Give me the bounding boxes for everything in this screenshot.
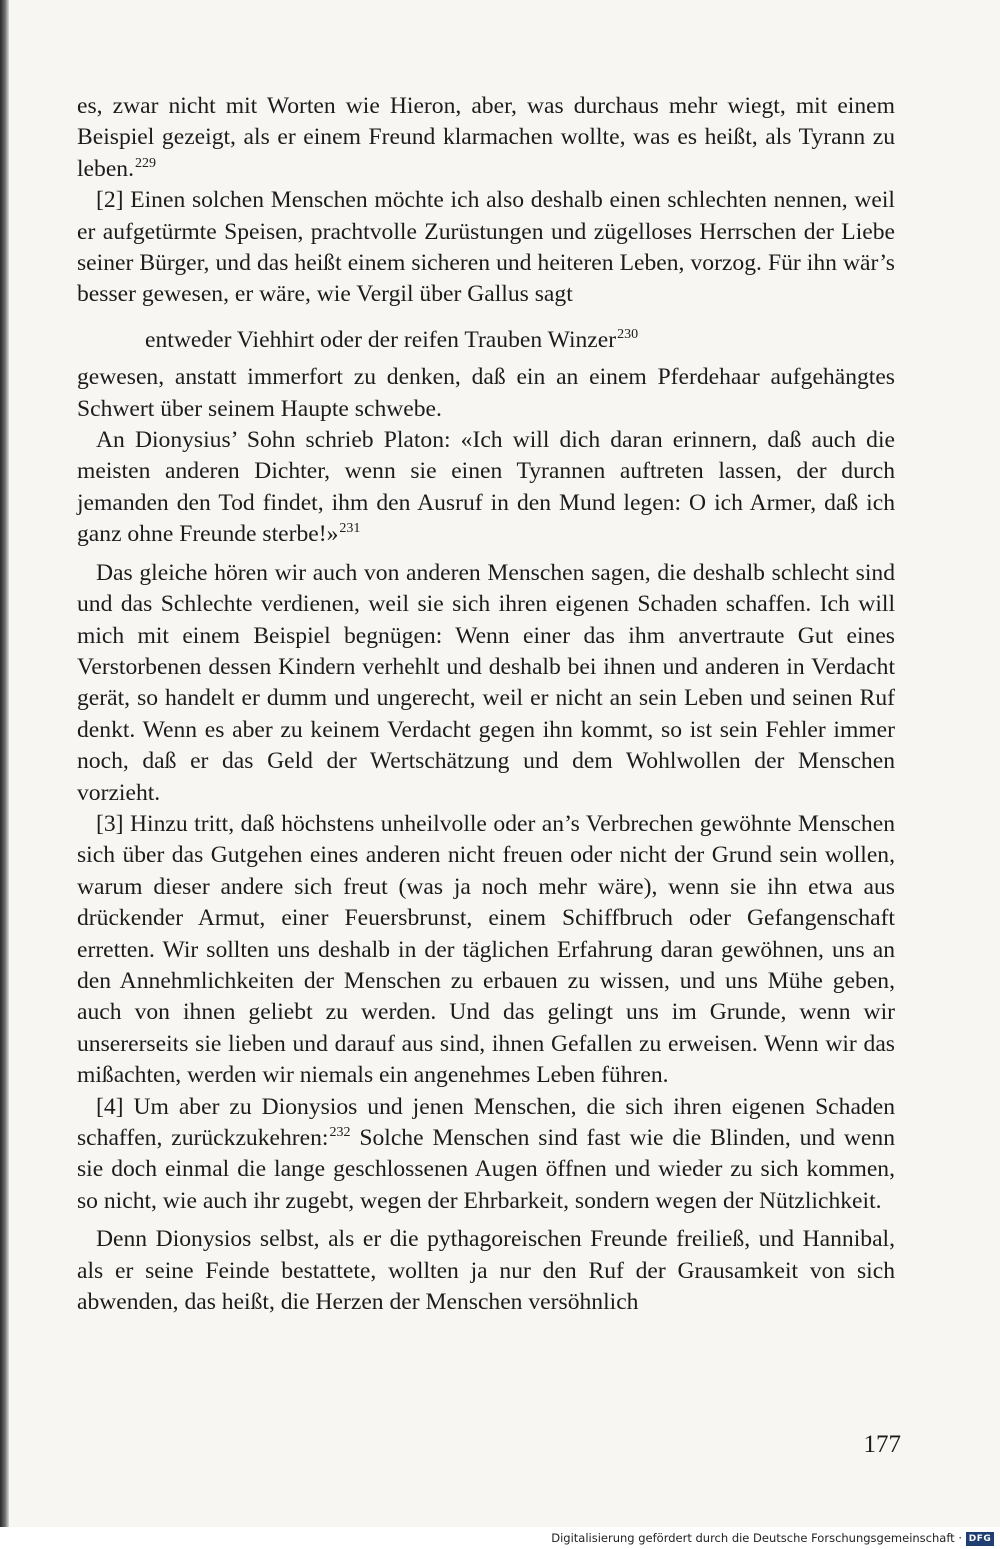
paragraph-8: Denn Dionysios selbst, als er die pythagoreischen Freunde freiließ, und Hannibal, als er seine Feinde bestattete, wollten ja nur den Ruf der Grausamkeit von sich abwenden, das heißt, die Herzen der Menschen versöhnlich [77, 1226, 895, 1316]
dfg-logo: DFG [966, 1532, 994, 1546]
digitization-footer [0, 1527, 1000, 1549]
page-body [77, 91, 895, 1318]
paragraph-7: [4] Um aber zu Dionysios und jenen Menschen, die sich ihren eigenen Schaden schaffen, zurückzukehren:$^{232}$ Solche Menschen sind fast wie die Blinden, und wenn sie doch einmal die lange geschlossenen Augen öffnen und wieder zu sich kommen, so nicht, wie auch ihr zugebt, wegen der Ehrbarkeit, sondern wegen der Nützlichkeit. [77, 1093, 895, 1214]
paragraph-4: An Dionysius’ Sohn schrieb Platon: «Ich will dich daran erinnern, daß auch die meisten anderen Dichter, wenn sie einen Tyrannen auftreten lassen, der durch jemanden den Tod findet, ihm den Ausruf in den Mund legen: O ich Armer, daß ich ganz ohne Freunde sterbe!»$^{231}$ [77, 427, 895, 548]
page-number: 177 [863, 1431, 901, 1458]
paragraph-2: [2] Einen solchen Menschen möchte ich also deshalb einen schlechten nennen, weil er aufgetürmte Speisen, prachtvolle Zurüstungen und zügelloses Herrschen der Liebe seiner Bürger, und das heißt einem sicheren und heiteren Leben, vorzog. Für ihn wär’s besser gewesen, er wäre, wie Vergil über Gallus sagt [77, 187, 895, 308]
paragraph-5: Das gleiche hören wir auch von anderen Menschen sagen, die deshalb schlecht sind und das Schlechte verdienen, weil sie sich ihren eigenen Schaden schaffen. Ich will mich mit einem Beispiel begnügen: Wenn einer das ihm anvertraute Gut eines Verstorbenen dessen Kindern verhehlt und deshalb bei ihnen und anderen in Verdacht gerät, so handelt er dumm und ungerecht, weil er nicht an sein Leben und seinen Ruf denkt. Wenn es aber zu keinem Verdacht gegen ihn kommt, so ist sein Fehler immer noch, daß er das Geld der Wertschätzung und dem Wohlwollen der Menschen vorzieht. [77, 559, 895, 806]
verse-quote: entweder Viehhirt oder der reifen Trauben Winzer$^{230}$ [145, 326, 639, 353]
footnote-ref-230: 230 [617, 326, 639, 342]
funding-credit: Digitalisierung gefördert durch die Deutsche Forschungsgemeinschaft · [551, 1531, 962, 1545]
footnote-ref-231: 231 [339, 521, 361, 537]
paragraph-3: gewesen, anstatt immerfort zu denken, daß ein an einem Pferdehaar aufgehängtes Schwert über seinem Haupte schwebe. [77, 364, 895, 422]
footnote-ref-229: 229 [135, 155, 156, 171]
page-binding-edge [0, 0, 9, 1549]
paragraph-1: es, zwar nicht mit Worten wie Hieron, aber, was durchaus mehr wiegt, mit einem Beispiel gezeigt, als er einem Freund klarmachen wollte, was es heißt, als Tyrann zu leben.$^{229}$ [77, 93, 895, 182]
paragraph-6: [3] Hinzu tritt, daß höchstens unheilvolle oder an’s Verbrechen gewöhnte Menschen sich über das Gutgehen eines anderen nicht freuen oder nicht der Grund sein wollen, warum dieser andere sich freut (was ja noch mehr wäre), wenn sie ihn etwa aus drückender Armut, einer Feuersbrunst, einem Schiffbruch oder Gefangenschaft erretten. Wir sollten uns deshalb in der täglichen Erfahrung daran gewöhnen, uns an den Annehmlichkeiten der Menschen zu erbauen zu wissen, und uns Mühe geben, auch von ihnen geliebt zu werden. Und das gelingt uns im Grunde, wenn wir unsererseits sie lieben und darauf aus sind, ihnen Gefallen zu erweisen. Wenn wir das mißachten, werden wir niemals ein angenehmes Leben führen. [77, 810, 895, 1089]
footnote-ref-232: 232 [329, 1125, 351, 1140]
